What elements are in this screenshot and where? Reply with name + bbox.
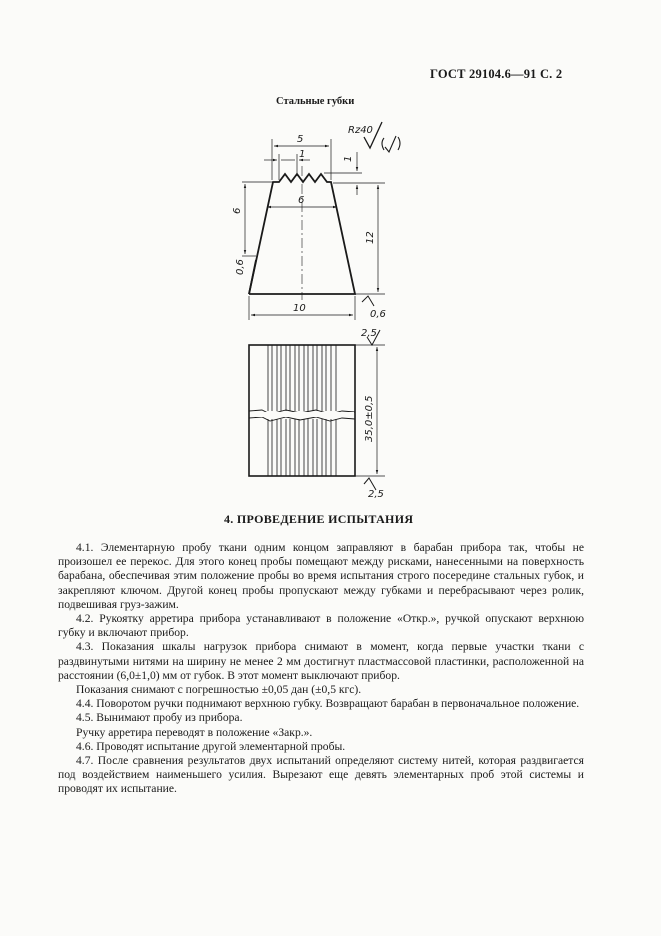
paragraph: 4.3. Показания шкалы нагрузок прибора снимают в момент, когда первые участки ткани с раздвинутыми нитями на ширину не менее 2 мм достигнут пластмассовой пластинки, расположенной на расстоянии (6,0±1,0) мм от губок. В этот момент выключают прибор. [58, 640, 584, 682]
roughness-symbol-paren [382, 136, 400, 152]
roughness-label: Rz40 [348, 125, 373, 136]
dim-chamfer-label: 0,6 [235, 259, 246, 275]
rough-top-label: 2,5 [361, 328, 377, 339]
dim-total-height-label: 12 [365, 231, 376, 244]
jaw-profile [249, 166, 355, 300]
dim-side-height [242, 182, 272, 256]
dim-tooth-height-label: 1 [343, 155, 354, 162]
paragraph: Показания снимают с погрешностью ±0,05 дaн (±0,5 кгс). [76, 683, 362, 697]
figure-title: Стальные губки [276, 96, 355, 107]
paragraph: 4.1. Элементарную пробу ткани одним концом заправляют в барабан прибора так, чтобы не произошел ее перекос. Для этого конец пробы помещают между рисками, нанесенными на поверхность барабана, обеспечивая этим положение пробы во время испытания строго посередине стальных губок, и закрепляют ключом. Другой конец пробы пропускают между губками и перебрасывают через ролик, подвешивая груз-зажим. [58, 541, 584, 611]
paragraph: 4.2. Рукоятку арретира прибора устанавливают в положение «Откр.», ручкой опускают верхнюю губку и включают прибор. [58, 612, 584, 640]
paragraph: 4.7. После сравнения результатов двух испытаний определяют систему нитей, которая раздвигается под воздействием наименьшего усилия. Вырезают еще девять элементарных проб этой системы и проводят их испытание. [58, 754, 584, 796]
dim-base-width-label: 10 [293, 303, 306, 314]
dim-top-width-label: 5 [297, 134, 304, 145]
dim-inner-width-label: 6 [298, 195, 305, 206]
paragraph: 4.4. Поворотом ручки поднимают верхнюю губку. Возвращают барабан в первоначальное положение. [76, 697, 580, 711]
paragraph: 4.5. Вынимают пробу из прибора. [76, 711, 243, 725]
base-roughness-label: 0,6 [370, 309, 386, 320]
rough-bottom-label: 2,5 [368, 489, 384, 500]
jaw-face-view [249, 345, 355, 476]
dim-length-label: 35,0±0,5 [364, 395, 375, 442]
base-roughness-symbol [362, 296, 374, 306]
section-title: 4. ПРОВЕДЕНИЕ ИСПЫТАНИЯ [224, 512, 414, 526]
dim-side-height-label: 6 [232, 207, 243, 214]
paragraph: Ручку арретира переводят в положение «Закр.». [76, 725, 313, 739]
dim-tooth-pitch-label: 1 [299, 149, 306, 160]
body-text [58, 541, 584, 797]
serration-lines [268, 345, 336, 476]
page-header: ГОСТ 29104.6—91 С. 2 [430, 67, 563, 81]
paragraph: 4.6. Проводят испытание другой элементарной пробы. [76, 739, 346, 753]
